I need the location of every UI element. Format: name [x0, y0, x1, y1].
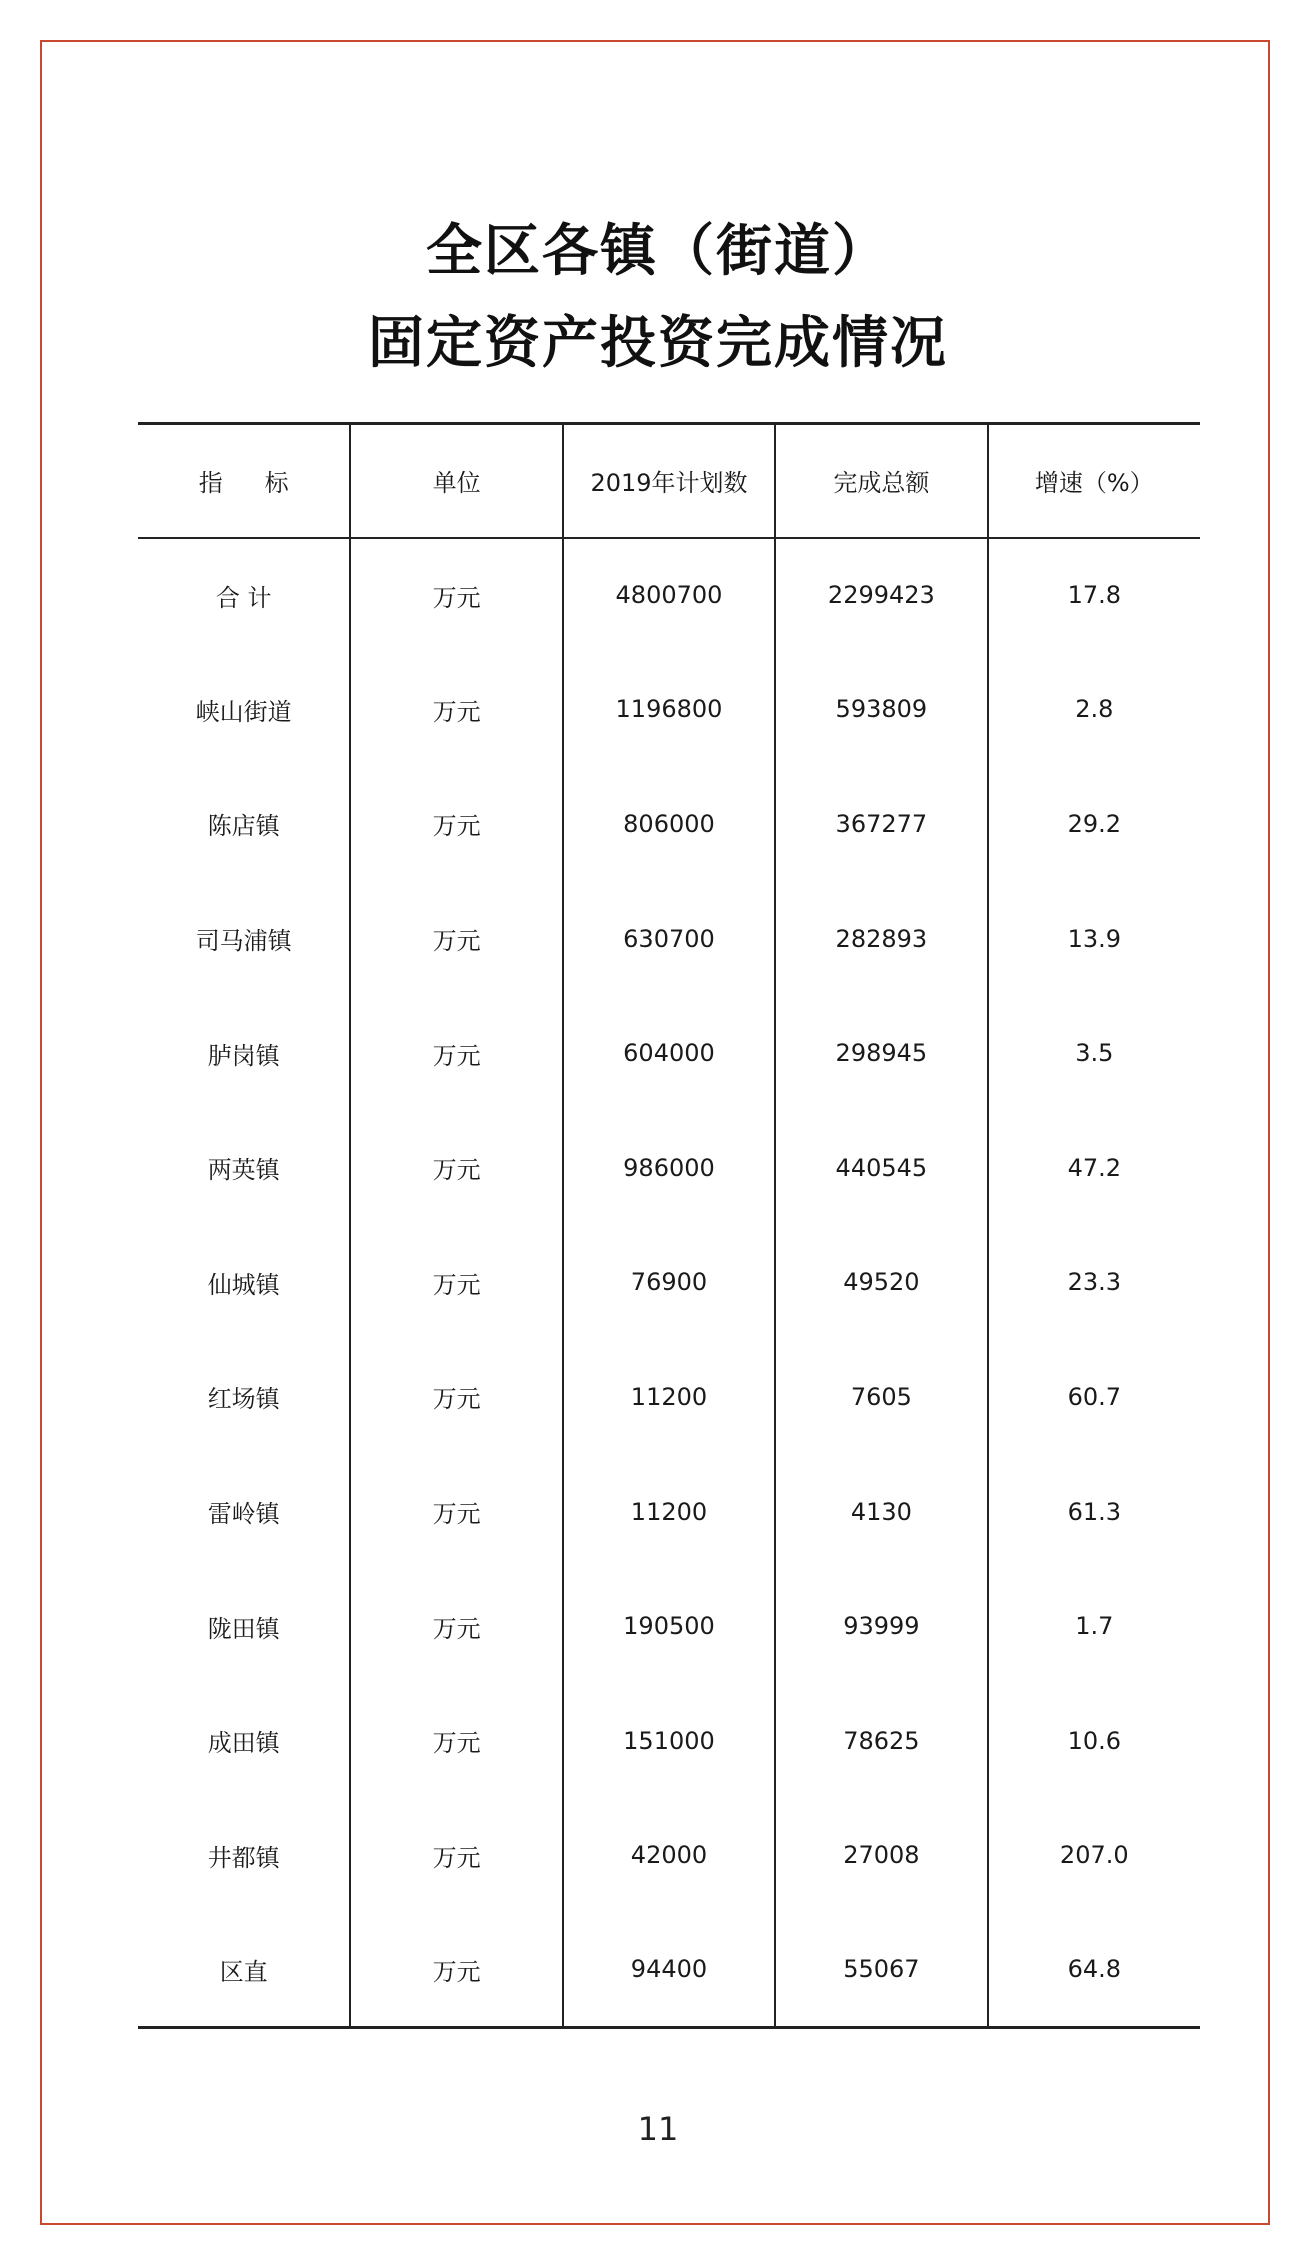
cell-indicator: 峡山街道	[195, 697, 292, 726]
table-row	[138, 1683, 1200, 1798]
table-row	[138, 881, 1200, 996]
cell-growth: 3.5	[988, 996, 1200, 1111]
cell-completed: 7605	[775, 1340, 987, 1455]
cell-growth: 17.8	[988, 538, 1200, 653]
table-row	[138, 538, 1200, 653]
cell-indicator: 成田镇	[207, 1729, 280, 1758]
page-title	[0, 205, 1316, 389]
cell-growth: 207.0	[988, 1798, 1200, 1913]
cell-unit: 万元	[350, 1913, 562, 2028]
cell-completed: 2299423	[775, 538, 987, 653]
cell-completed: 55067	[775, 1913, 987, 2028]
cell-growth: 60.7	[988, 1340, 1200, 1455]
cell-indicator: 区直	[138, 1913, 350, 2028]
cell-unit: 万元	[350, 1454, 562, 1569]
page-number: 11	[637, 2110, 679, 2148]
cell-growth: 13.9	[988, 881, 1200, 996]
cell-unit: 万元	[350, 1683, 562, 1798]
cell-unit: 万元	[350, 652, 562, 767]
table-row	[138, 1454, 1200, 1569]
cell-growth: 64.8	[988, 1913, 1200, 2028]
cell-indicator: 井都镇	[207, 1843, 280, 1872]
cell-unit: 万元	[350, 996, 562, 1111]
cell-completed: 593809	[775, 652, 987, 767]
table-row	[138, 1225, 1200, 1340]
table-header-row	[138, 424, 1200, 538]
table-row	[138, 1798, 1200, 1913]
cell-indicator: 司马浦镇	[195, 927, 292, 956]
cell-completed: 4130	[775, 1454, 987, 1569]
cell-completed: 367277	[775, 767, 987, 882]
cell-plan: 190500	[563, 1569, 775, 1684]
header-indicator: 指标	[138, 424, 350, 538]
cell-plan: 76900	[563, 1225, 775, 1340]
investment-table	[138, 422, 1200, 2029]
cell-indicator: 胪岗镇	[207, 1041, 280, 1070]
title-line-2: 固定资产投资完成情况	[368, 310, 948, 376]
cell-indicator: 合 计	[215, 583, 272, 612]
cell-unit: 万元	[350, 1110, 562, 1225]
header-unit: 单位	[350, 424, 562, 538]
table-row	[138, 1340, 1200, 1455]
cell-completed: 440545	[775, 1110, 987, 1225]
cell-growth: 23.3	[988, 1225, 1200, 1340]
cell-indicator: 两英镇	[207, 1156, 280, 1185]
cell-growth: 1.7	[988, 1569, 1200, 1684]
table-row	[138, 1913, 1200, 2028]
cell-unit: 万元	[350, 538, 562, 653]
cell-growth: 10.6	[988, 1683, 1200, 1798]
cell-plan: 42000	[563, 1798, 775, 1913]
cell-plan: 151000	[563, 1683, 775, 1798]
header-plan-2019: 2019年计划数	[563, 424, 775, 538]
cell-indicator: 陈店镇	[207, 812, 280, 841]
cell-unit: 万元	[350, 1569, 562, 1684]
cell-unit: 万元	[350, 1225, 562, 1340]
cell-indicator: 红场镇	[207, 1385, 280, 1414]
table-row	[138, 1110, 1200, 1225]
cell-plan: 94400	[563, 1913, 775, 2028]
cell-growth: 29.2	[988, 767, 1200, 882]
cell-plan: 986000	[563, 1110, 775, 1225]
table-body	[138, 538, 1200, 2028]
header-completed-total: 完成总额	[775, 424, 987, 538]
cell-completed: 49520	[775, 1225, 987, 1340]
table-row	[138, 996, 1200, 1111]
title-line-1: 全区各镇（街道）	[426, 218, 890, 284]
cell-plan: 1196800	[563, 652, 775, 767]
cell-growth: 61.3	[988, 1454, 1200, 1569]
cell-indicator: 仙城镇	[207, 1270, 280, 1299]
cell-unit: 万元	[350, 881, 562, 996]
table-row	[138, 652, 1200, 767]
cell-unit: 万元	[350, 767, 562, 882]
cell-indicator: 陇田镇	[207, 1614, 280, 1643]
cell-completed: 282893	[775, 881, 987, 996]
cell-plan: 630700	[563, 881, 775, 996]
cell-unit: 万元	[350, 1798, 562, 1913]
cell-growth: 47.2	[988, 1110, 1200, 1225]
cell-indicator: 雷岭镇	[207, 1500, 280, 1529]
cell-completed: 298945	[775, 996, 987, 1111]
table-row	[138, 1569, 1200, 1684]
table-row	[138, 767, 1200, 882]
cell-plan: 604000	[563, 996, 775, 1111]
cell-plan: 4800700	[563, 538, 775, 653]
cell-unit: 万元	[350, 1340, 562, 1455]
cell-completed: 93999	[775, 1569, 987, 1684]
cell-growth: 2.8	[988, 652, 1200, 767]
cell-plan: 11200	[563, 1454, 775, 1569]
cell-completed: 27008	[775, 1798, 987, 1913]
header-growth-rate: 增速（%）	[988, 424, 1200, 538]
cell-plan: 11200	[563, 1340, 775, 1455]
cell-completed: 78625	[775, 1683, 987, 1798]
cell-plan: 806000	[563, 767, 775, 882]
